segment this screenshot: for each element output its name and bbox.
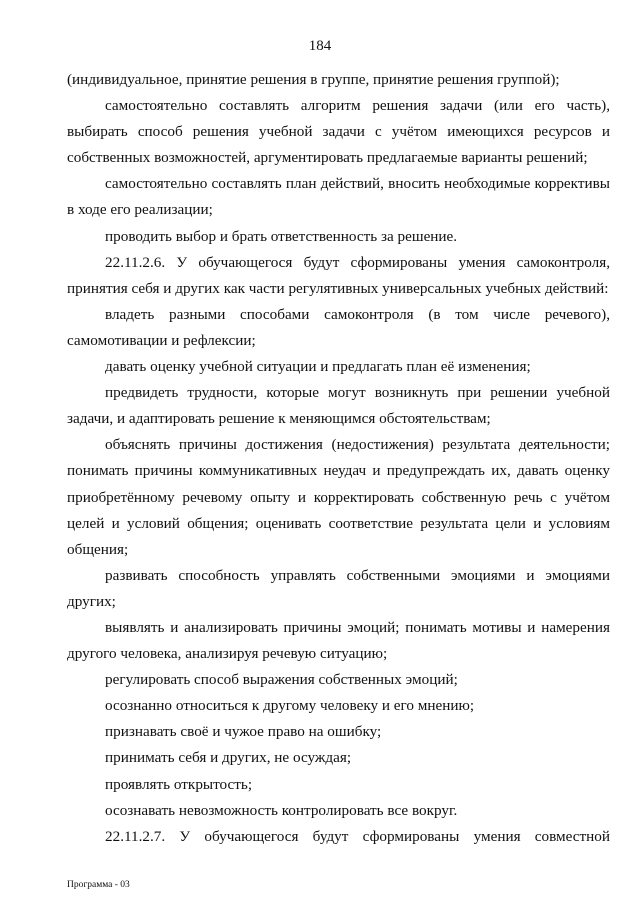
paragraph-6: владеть разными способами самоконтроля (в том числе речевого), самомотивации и рефлексии; [67, 305, 610, 349]
paragraph-5: 22.11.2.6. У обучающегося будут сформированы умения самоконтроля, принятия себя и других как части регулятивных универсальных учебных действий: [67, 253, 610, 297]
footer-label: Программа - 03 [67, 880, 130, 890]
paragraph-17: осознавать невозможность контролировать все вокруг. [105, 801, 458, 819]
document-body [67, 67, 610, 850]
paragraph-3: самостоятельно составлять план действий, вносить необходимые коррективы в ходе его реализации; [67, 175, 610, 219]
paragraph-10: развивать способность управлять собственными эмоциями и эмоциями других; [67, 566, 610, 610]
paragraph-13: осознанно относиться к другому человеку и его мнению; [105, 697, 475, 715]
paragraph-18: 22.11.2.7. У обучающегося будут сформированы умения совместной [105, 827, 610, 845]
paragraph-16: проявлять открытость; [105, 775, 253, 793]
paragraph-2: самостоятельно составлять алгоритм решения задачи (или его часть), выбирать способ решения учебной задачи с учётом имеющихся ресурсов и собственных возможностей, аргументировать предлагаемые варианты решений; [67, 97, 610, 167]
page-number: 184 [308, 38, 332, 54]
paragraph-4: проводить выбор и брать ответственность за решение. [105, 227, 458, 245]
paragraph-8: предвидеть трудности, которые могут возникнуть при решении учебной задачи, и адаптировать решение к меняющимся обстоятельствам; [67, 384, 610, 428]
paragraph-15: принимать себя и других, не осуждая; [105, 749, 352, 767]
paragraph-14: признавать своё и чужое право на ошибку; [105, 723, 382, 741]
paragraph-12: регулировать способ выражения собственных эмоций; [105, 671, 458, 689]
paragraph-1: (индивидуальное, принятие решения в группе, принятие решения группой); [67, 71, 560, 88]
paragraph-9: объяснять причины достижения (недостижения) результата деятельности; понимать причины коммуникативных неудач и предупреждать их, давать оценку приобретённому речевому опыту и корректировать собственную речь с учётом целей и условий общения; оценивать соответствие результата цели и условиям общения; [67, 436, 610, 558]
paragraph-11: выявлять и анализировать причины эмоций; понимать мотивы и намерения другого человека, анализируя речевую ситуацию; [67, 618, 610, 663]
paragraph-7: давать оценку учебной ситуации и предлагать план её изменения; [105, 358, 531, 376]
